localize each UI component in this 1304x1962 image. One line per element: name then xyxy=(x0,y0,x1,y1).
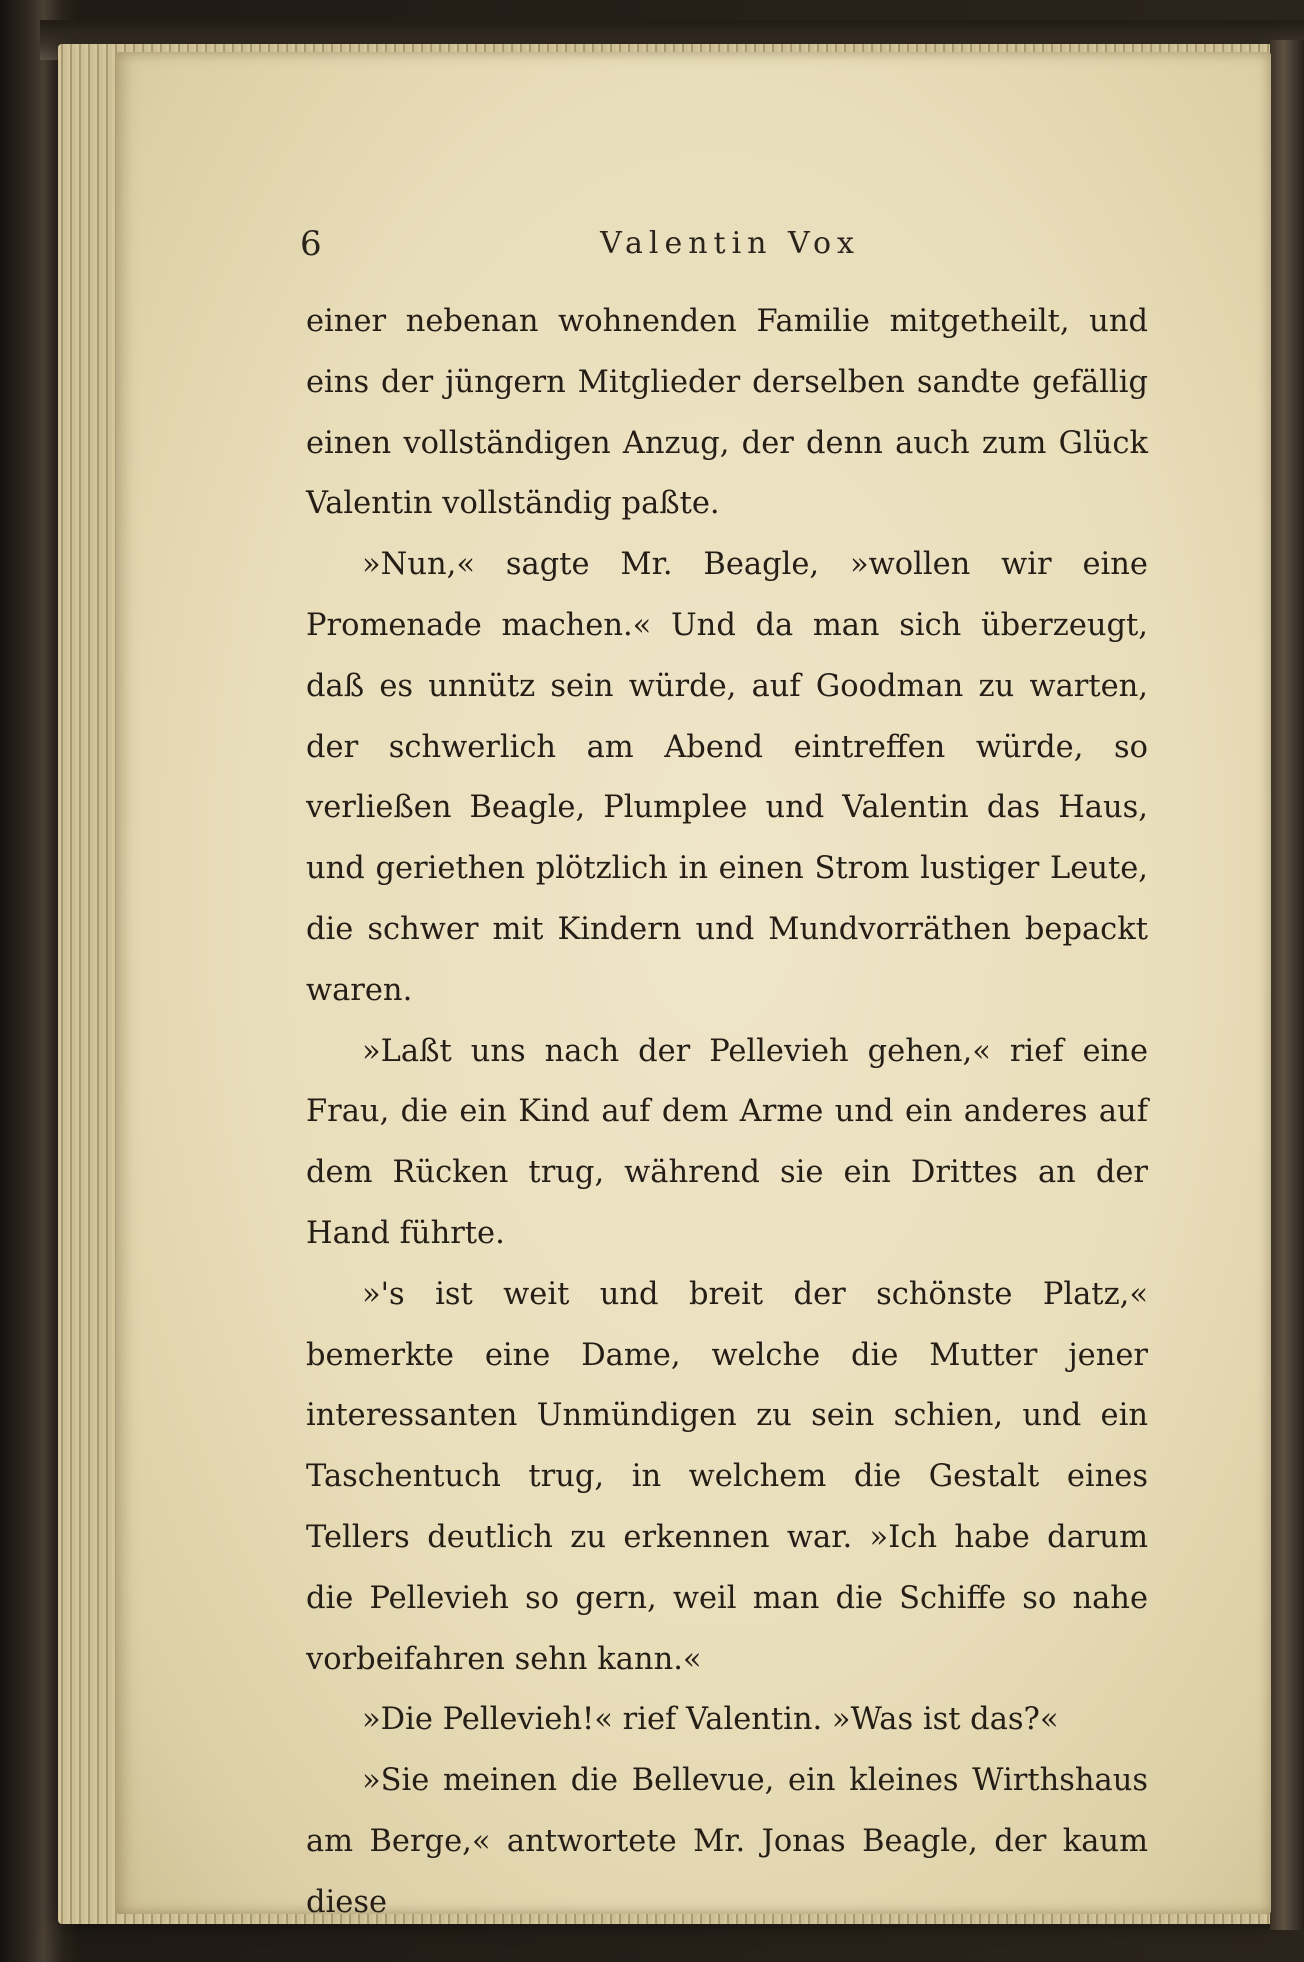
paragraph: »Sie meinen die Bellevue, ein kleines Wirthshaus am Berge,« antwortete Mr. Jonas Beagle, der kaum diese xyxy=(306,1763,1148,1920)
page-number: 6 xyxy=(300,224,322,264)
book-right-edge xyxy=(1270,40,1304,1930)
paragraph: »Laßt uns nach der Pellevieh gehen,« rief eine Frau, die ein Kind auf dem Arme und ein anderes auf dem Rücken trug, während sie ein Drittes an der Hand führte. xyxy=(306,1033,1148,1251)
running-title: Valentin Vox xyxy=(600,226,860,261)
paragraph: »Nun,« sagte Mr. Beagle, »wollen wir eine Promenade machen.« Und da man sich überzeugt, daß es unnütz sein würde, auf Goodman zu warten, der schwerlich am Abend eintreffen würde, so verließen Beagle, Plumplee und Valentin das Haus, und geriethen plötzlich in einen Strom lustiger Leute, die schwer mit Kindern und Mundvorräthen bepackt waren. xyxy=(306,547,1148,1008)
paragraph: »Die Pellevieh!« rief Valentin. »Was ist das?« xyxy=(362,1702,1059,1738)
book-cover-left xyxy=(0,0,62,1962)
paragraph: »'s ist weit und breit der schönste Platz,« bemerkte eine Dame, welche die Mutter jener interessanten Unmündigen zu sein schien, und ein Taschentuch trug, in welchem die Gestalt eines Tellers deutlich zu erkennen war. »Ich habe darum die Pellevieh so gern, weil man die Schiffe so nahe vorbeifahren sehn kann.« xyxy=(306,1276,1148,1677)
paragraph: einer nebenan wohnenden Familie mitgetheilt, und eins der jüngern Mitglieder derselben sandte gefällig einen vollständigen Anzug, der denn auch zum Glück Valentin vollständig paßte. xyxy=(306,304,1148,522)
page-header xyxy=(300,214,1160,274)
body-text xyxy=(306,292,1148,1934)
